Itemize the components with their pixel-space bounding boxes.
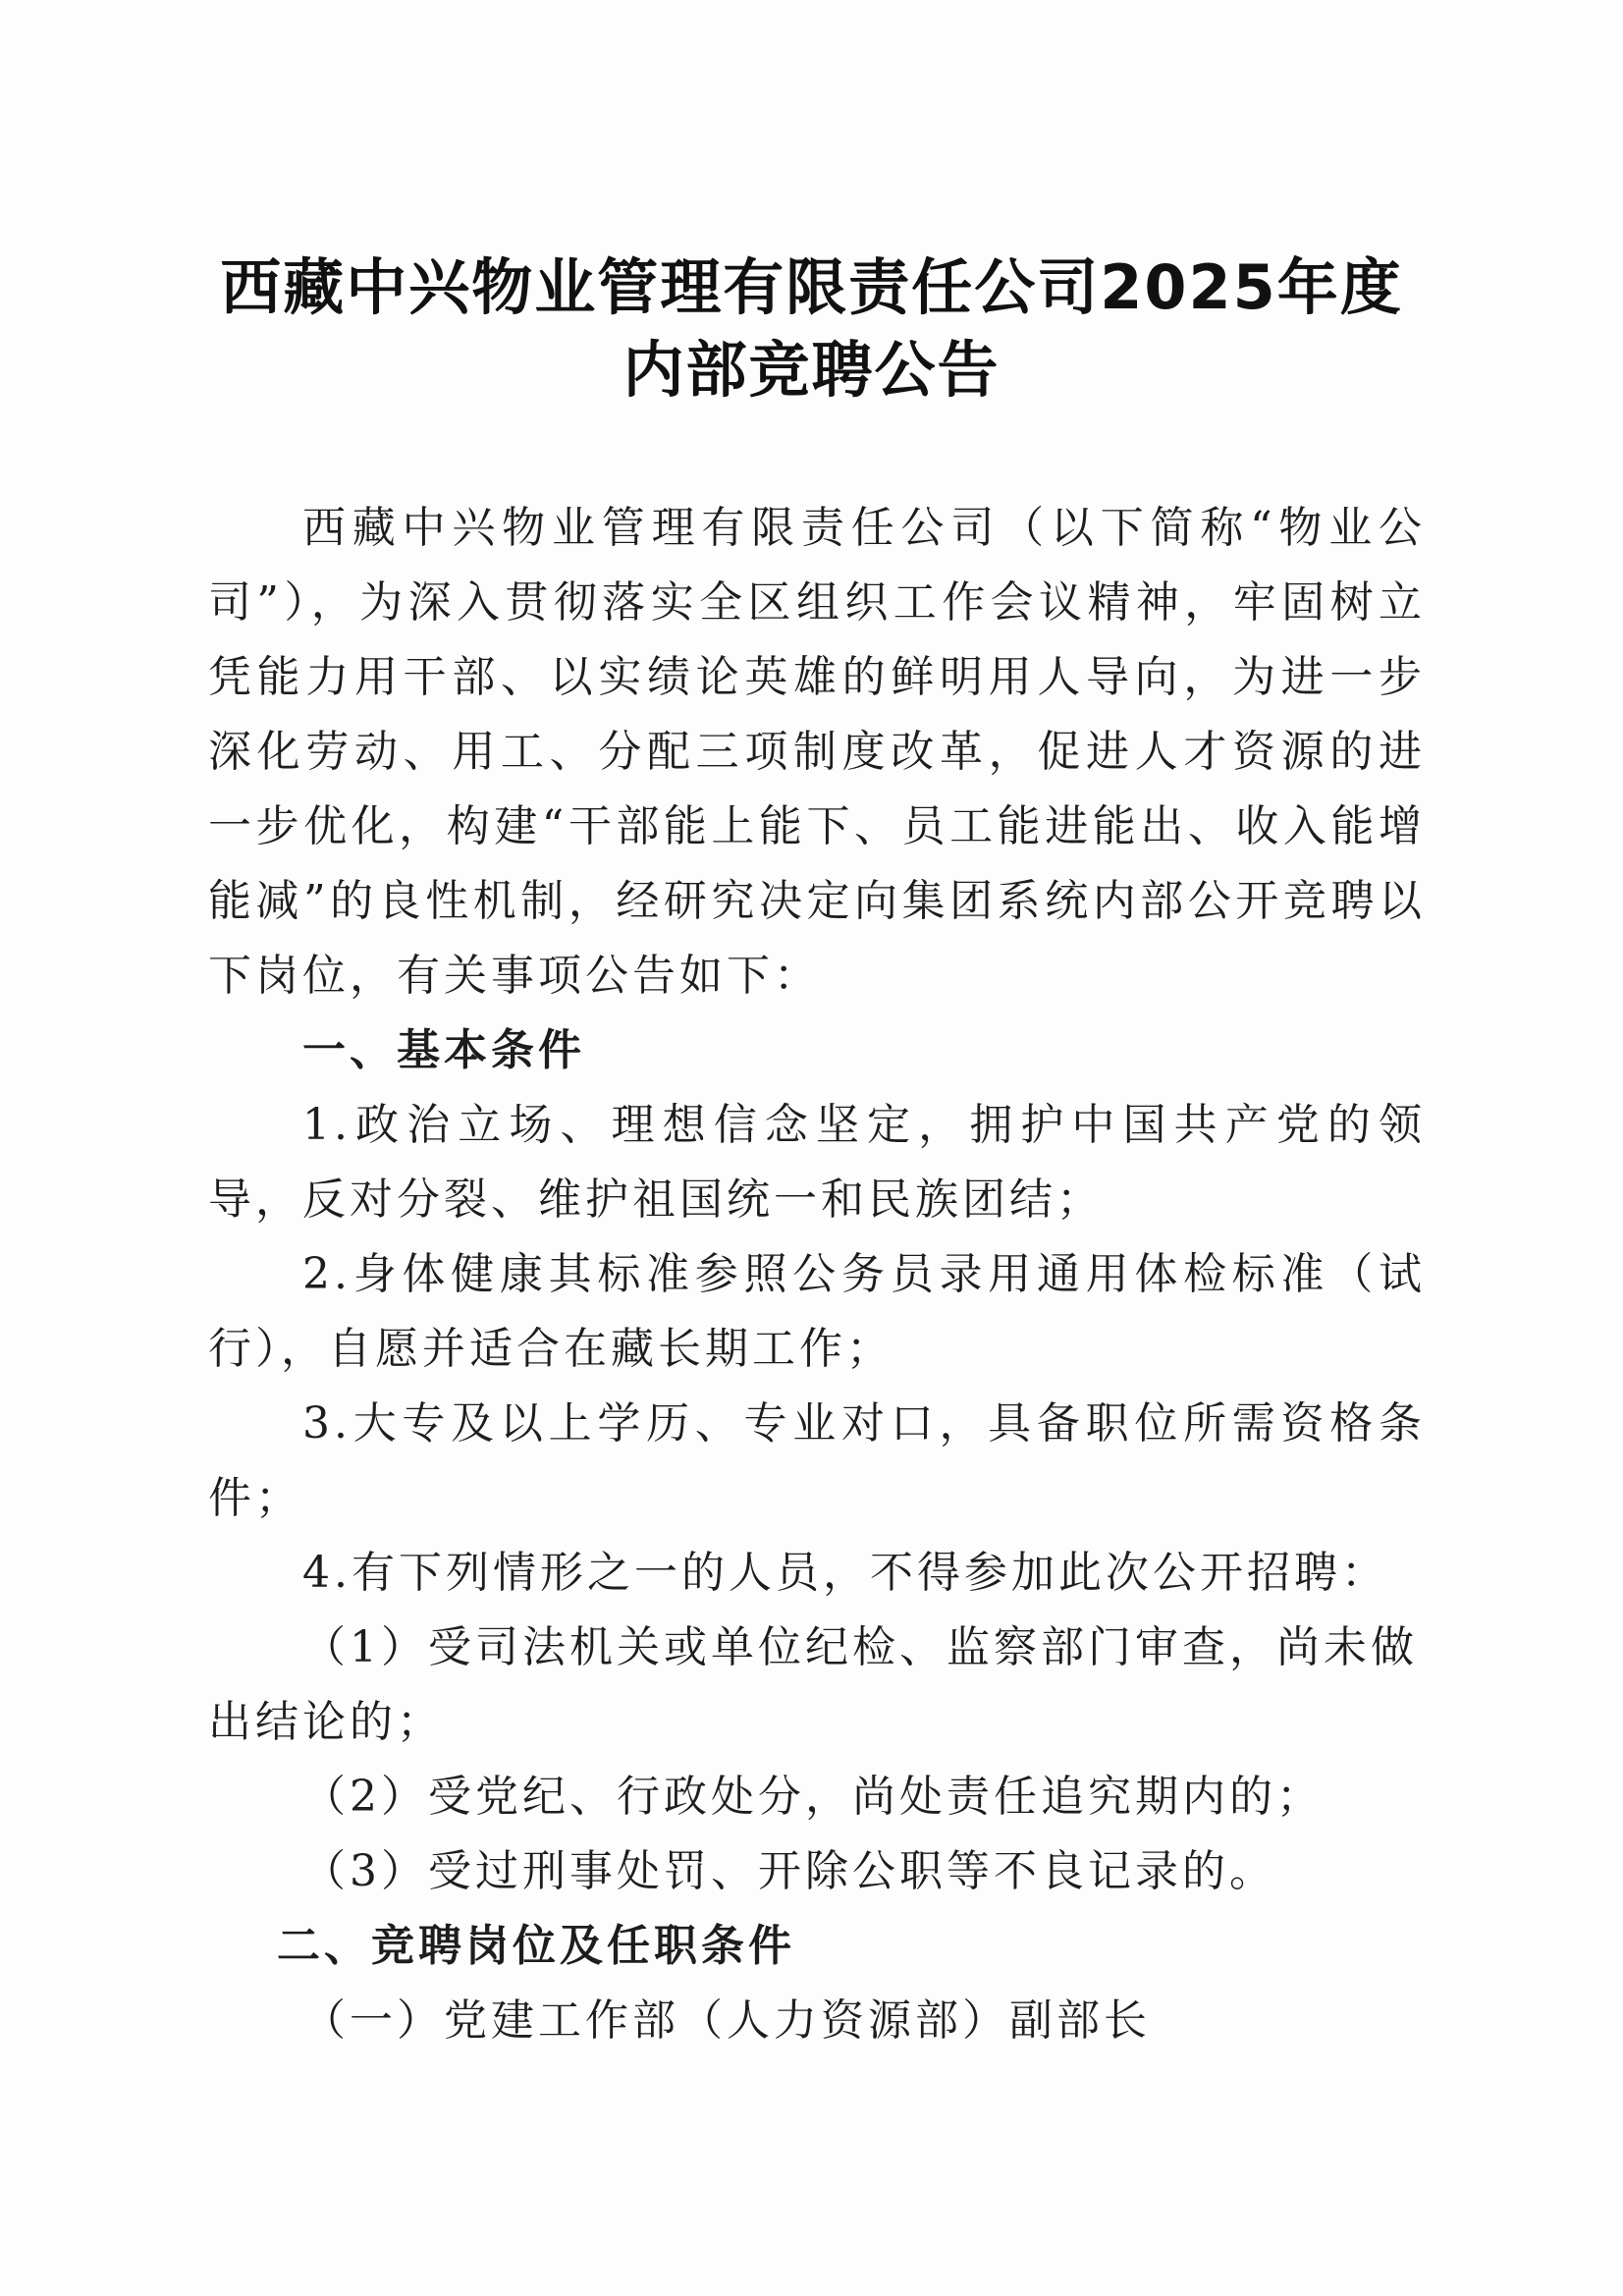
section2-heading: 二、竞聘岗位及任职条件 xyxy=(277,1921,795,1971)
exclusion-item: （2）受党纪、行政处分，尚处责任追究期内的； xyxy=(302,1772,1324,1822)
condition-item: 3.大专及以上学历、专业对口，具备职位所需资格条件； xyxy=(208,1398,1426,1523)
document-title-line2: 内部竞聘公告 xyxy=(622,334,1001,406)
section1-heading: 一、基本条件 xyxy=(302,1025,585,1075)
document-body xyxy=(208,491,1426,2058)
intro-paragraph: 西藏中兴物业管理有限责任公司（以下简称“物业公司”），为深入贯彻落实全区组织工作会议精神，牢固树立凭能力用干部、以实绩论英雄的鲜明用人导向，为进一步深化劳动、用工、分配三项制度改革，促进人才资源的进一步优化，构建“干部能上能下、员工能进能出、收入能增能减”的良性机制，经研究决定向集团系统内部公开竞聘以下岗位，有关事项公告如下： xyxy=(208,503,1426,1001)
position-title: （一）党建工作部（人力资源部）副部长 xyxy=(302,1995,1151,2046)
condition-item: 1.政治立场、理想信念坚定，拥护中国共产党的领导，反对分裂、维护祖国统一和民族团结； xyxy=(208,1100,1426,1225)
document-title-line1: 西藏中兴物业管理有限责任公司2025年度 xyxy=(220,251,1403,323)
exclusion-item: （1）受司法机关或单位纪检、监察部门审查，尚未做出结论的； xyxy=(208,1622,1418,1747)
condition-item: 2.身体健康其标准参照公务员录用通用体检标准（试行），自愿并适合在藏长期工作； xyxy=(208,1249,1426,1374)
exclusion-item: （3）受过刑事处罚、开除公职等不良记录的。 xyxy=(302,1846,1276,1896)
condition-item: 4.有下列情形之一的人员，不得参加此次公开招聘： xyxy=(302,1548,1388,1598)
